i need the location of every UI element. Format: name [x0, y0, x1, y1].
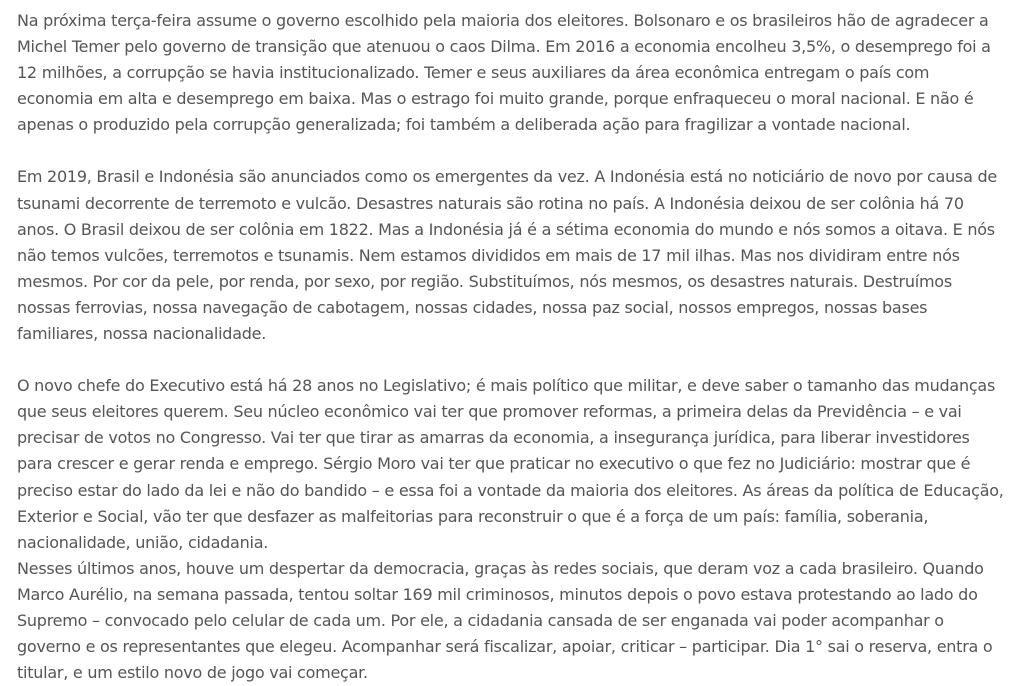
paragraph-spacer: [17, 347, 1007, 373]
paragraph-spacer: [17, 138, 1007, 164]
paragraph-new-executive: O novo chefe do Executivo está há 28 anos no Legislativo; é mais político que militar, e deve saber o tamanho das mudanças que seus eleitores querem. Seu núcleo econômico vai ter que promover reformas, a primeira delas da Previdência – e vai precisar de votos no Congresso. Vai ter que tirar as amarras da economia, a insegurança jurídica, para liberar investidores para crescer e gerar renda e emprego. Sérgio Moro vai ter que praticar no executivo o que fez no Judiciário: mostrar que é preciso estar do lado da lei e não do bandido – e essa foi a vontade da maioria dos eleitores. As áreas da política de Educação, Exterior e Social, vão ter que desfazer as malfeitorias para reconstruir o que é a força de um país: família, soberania, nacionalidade, união, cidadania.: [17, 376, 1004, 552]
paragraph-democratic-awakening: Nesses últimos anos, houve um despertar da democracia, graças às redes sociais, que deram voz a cada brasileiro. Quando Marco Aurélio, na semana passada, tentou soltar 169 mil criminosos, minutos depois o povo estava protestando ao lado do Supremo – convocado pelo celular de cada um. Por ele, a cidadania cansada de ser enganada vai poder acompanhar o governo e os representantes que elegeu. Acompanhar será fiscalizar, apoiar, criticar – participar. Dia 1° sai o reserva, entra o titular, e um estilo novo de jogo vai começar.: [17, 558, 993, 683]
paragraph-transition-government: Na próxima terça-feira assume o governo escolhido pela maioria dos eleitores. Bolsonaro e os brasileiros hão de agradecer a Michel Temer pelo governo de transição que atenuou o caos Dilma. Em 2016 a economia encolheu 3,5%, o desemprego foi a 12 milhões, a corrupção se havia institucionalizado. Temer e seus auxiliares da área econômica entregam o país com economia em alta e desemprego em baixa. Mas o estrago foi muito grande, porque enfraqueceu o moral nacional. E não é apenas o produzido pela corrupção generalizada; foi também a deliberada ação para fragilizar a vontade nacional.: [17, 11, 991, 135]
paragraph-brazil-indonesia: Em 2019, Brasil e Indonésia são anunciados como os emergentes da vez. A Indonésia está no noticiário de novo por causa de tsunami decorrente de terremoto e vulcão. Desastres naturais são rotina no país. A Indonésia deixou de ser colônia há 70 anos. O Brasil deixou de ser colônia em 1822. Mas a Indonésia já é a sétima economia do mundo e nós somos a oitava. E nós não temos vulcões, terremotos e tsunamis. Nem estamos divididos em mais de 17 mil ilhas. Mas nos dividiram entre nós mesmos. Por cor da pele, por renda, por sexo, por região. Substituímos, nós mesmos, os desastres naturais. Destruímos nossas ferrovias, nossa navegação de cabotagem, nossas cidades, nossa paz social, nossos empregos, nossas bases familiares, nossa nacionalidade.: [17, 167, 997, 344]
